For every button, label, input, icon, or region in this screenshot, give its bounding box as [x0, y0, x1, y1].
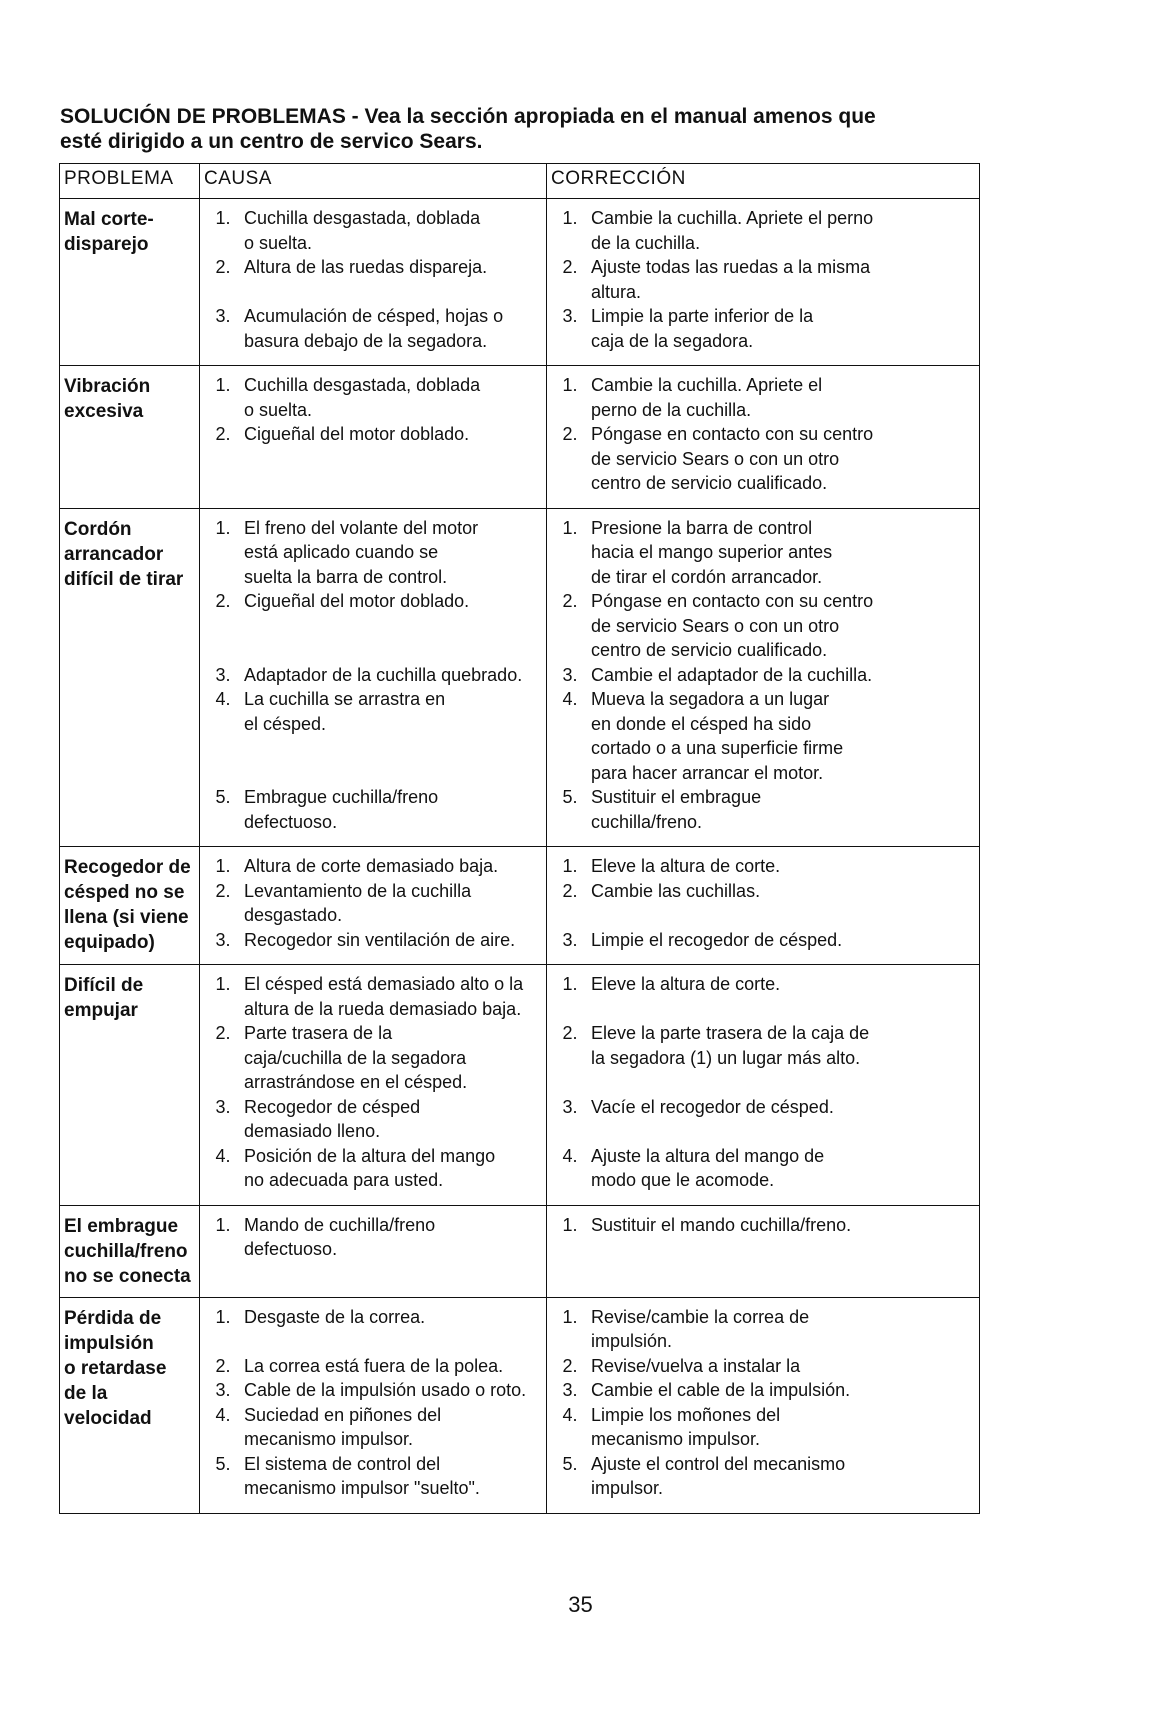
correction-item-text: Eleve la altura de corte.	[591, 856, 781, 876]
cause-item-number: 3.	[215, 1380, 231, 1400]
cause-item	[202, 373, 544, 422]
correction-item	[549, 687, 977, 785]
cause-item-text: Acumulación de césped, hojas o basura debajo de la segadora.	[244, 306, 504, 351]
cause-list	[202, 972, 544, 1193]
cause-item-number: 5.	[215, 1453, 231, 1474]
cause-list	[202, 1305, 544, 1501]
table-row	[60, 1297, 980, 1513]
correction-item-text: Póngase en contacto con su centro de servicio Sears o con un otro centro de servicio cualificado.	[591, 424, 874, 493]
cause-item-text: Cigueñal del motor doblado.	[244, 591, 470, 611]
cause-item-text: Cuchilla desgastada, doblada o suelta.	[244, 375, 481, 420]
cause-item	[202, 1354, 544, 1379]
correction-item	[549, 1213, 977, 1238]
correction-item-number: 1.	[562, 1214, 578, 1235]
cause-item-text: Embrague cuchilla/freno defectuoso.	[244, 787, 439, 832]
cause-item	[202, 1021, 544, 1095]
cause-item-text: Cigueñal del motor doblado.	[244, 424, 470, 444]
correction-item-number: 4.	[562, 1145, 578, 1166]
cause-item	[202, 206, 544, 255]
cause-item-text: Cuchilla desgastada, doblada o suelta.	[244, 208, 481, 253]
correction-item-text: Presione la barra de control hacia el mango superior antes de tirar el cordón arrancador.	[591, 517, 833, 587]
correction-item	[549, 1378, 977, 1403]
correction-item-number: 1.	[562, 856, 578, 876]
correction-item	[549, 1095, 977, 1144]
cause-item-text: Altura de corte demasiado baja.	[244, 856, 499, 876]
cause-item-number: 4.	[215, 1145, 231, 1166]
troubleshooting-table	[59, 163, 980, 1514]
problem-cell: Mal corte- disparejo	[60, 199, 200, 366]
correction-item-number: 2.	[562, 257, 578, 277]
correction-item-number: 1.	[562, 208, 578, 228]
correction-list	[549, 206, 977, 353]
title-line-2: esté dirigido a un centro de servico Sears.	[60, 130, 483, 153]
cause-item-number: 4.	[215, 1404, 231, 1425]
cause-item-text: Altura de las ruedas dispareja.	[244, 257, 488, 277]
cause-item-number: 1.	[215, 208, 231, 228]
correction-item	[549, 663, 977, 688]
cause-item	[202, 1095, 544, 1144]
cause-item-number: 1.	[215, 856, 231, 876]
cause-item-text: Cable de la impulsión usado o roto.	[244, 1380, 527, 1400]
cause-item	[202, 785, 544, 834]
correction-item	[549, 589, 977, 663]
correction-item-text: Ajuste la altura del mango de modo que le acomode.	[591, 1145, 825, 1190]
correction-item	[549, 1144, 977, 1193]
cause-item-text: El césped está demasiado alto o la altura de la rueda demasiado baja.	[244, 974, 524, 1019]
cause-item-text: El freno del volante del motor está aplicado cuando se suelta la barra de control.	[244, 517, 479, 587]
cause-item	[202, 516, 544, 590]
cause-item-number: 3.	[215, 306, 231, 326]
cause-item-text: Recogedor sin ventilación de aire.	[244, 929, 516, 950]
cause-list	[202, 373, 544, 447]
cause-item-number: 3.	[215, 1096, 231, 1117]
correction-item-text: Revise/vuelva a instalar la	[591, 1355, 801, 1376]
correction-item-number: 5.	[562, 1453, 578, 1474]
cause-item	[202, 255, 544, 304]
cause-item-number: 2.	[215, 424, 231, 444]
cause-item	[202, 422, 544, 447]
correction-item-text: Mueva la segadora a un lugar en donde el césped ha sido cortado o a una superficie firme para hacer arrancar el motor.	[591, 689, 844, 783]
table-row	[60, 847, 980, 965]
cause-item-text: Desgaste de la correa.	[244, 1306, 426, 1327]
cause-item-number: 2.	[215, 1023, 231, 1043]
cause-item-number: 3.	[215, 664, 231, 685]
correction-item-number: 2.	[562, 591, 578, 611]
table-row	[60, 199, 980, 366]
cause-item	[202, 663, 544, 688]
correction-item-text: Eleve la altura de corte.	[591, 974, 781, 994]
cause-item-text: Adaptador de la cuchilla quebrado.	[244, 664, 523, 685]
correction-cell	[547, 366, 980, 509]
correction-item	[549, 206, 977, 255]
problem-cell: Vibración excesiva	[60, 366, 200, 509]
correction-item-number: 2.	[562, 880, 578, 901]
cause-item	[202, 1213, 544, 1262]
cause-item	[202, 1378, 544, 1403]
cause-item-text: Suciedad en piñones del mecanismo impulsor.	[244, 1404, 442, 1449]
correction-item	[549, 255, 977, 304]
correction-item	[549, 785, 977, 834]
header-cause: CAUSA	[200, 164, 547, 199]
cause-item	[202, 972, 544, 1021]
correction-item-text: Cambie las cuchillas.	[591, 880, 761, 901]
correction-item-text: Ajuste el control del mecanismo impulsor.	[591, 1453, 846, 1498]
correction-item	[549, 373, 977, 422]
problem-cell: El embrague cuchilla/freno no se conecta	[60, 1205, 200, 1297]
correction-item-number: 1.	[562, 375, 578, 395]
cause-item-number: 1.	[215, 517, 231, 538]
correction-item	[549, 1452, 977, 1501]
cause-item-number: 4.	[215, 689, 231, 709]
correction-list	[549, 373, 977, 496]
table-body	[60, 199, 980, 1514]
correction-item	[549, 854, 977, 879]
cause-cell	[200, 965, 547, 1206]
cause-item-number: 2.	[215, 1355, 231, 1376]
correction-item-number: 3.	[562, 306, 578, 326]
problem-cell: Cordón arrancador difícil de tirar	[60, 508, 200, 847]
correction-item	[549, 516, 977, 590]
correction-item-text: Cambie la cuchilla. Apriete el perno de la cuchilla.	[591, 375, 823, 420]
page-number: 35	[568, 1592, 593, 1617]
correction-item-text: Sustituir el mando cuchilla/freno.	[591, 1214, 852, 1235]
cause-item-number: 2.	[215, 880, 231, 901]
correction-item	[549, 879, 977, 928]
correction-item-number: 2.	[562, 1355, 578, 1376]
cause-item	[202, 1403, 544, 1452]
correction-item-number: 3.	[562, 1380, 578, 1400]
table-row	[60, 965, 980, 1206]
correction-item-text: Limpie el recogedor de césped.	[591, 929, 843, 950]
correction-list	[549, 854, 977, 952]
cause-item	[202, 879, 544, 928]
correction-item-text: Ajuste todas las ruedas a la misma altura.	[591, 257, 871, 302]
header-correction: CORRECCIÓN	[547, 164, 980, 199]
correction-item-text: Limpie la parte inferior de la caja de la segadora.	[591, 306, 814, 351]
cause-item-text: Parte trasera de la caja/cuchilla de la segadora arrastrándose en el césped.	[244, 1023, 468, 1092]
cause-item	[202, 304, 544, 353]
correction-item-number: 1.	[562, 1306, 578, 1327]
cause-item-number: 1.	[215, 1306, 231, 1327]
correction-item	[549, 972, 977, 1021]
correction-item-text: Limpie los moñones del mecanismo impulsor.	[591, 1404, 781, 1449]
title-line-1: SOLUCIÓN DE PROBLEMAS - Vea la sección apropiada en el manual amenos que	[60, 105, 876, 128]
correction-list	[549, 1305, 977, 1501]
correction-item-number: 4.	[562, 1404, 578, 1425]
page-title	[60, 104, 1000, 154]
correction-item-text: Cambie el adaptador de la cuchilla.	[591, 664, 873, 685]
correction-item-text: Sustituir el embrague cuchilla/freno.	[591, 787, 762, 832]
correction-item-number: 5.	[562, 787, 578, 807]
correction-item-number: 2.	[562, 424, 578, 444]
cause-cell	[200, 1205, 547, 1297]
correction-cell	[547, 847, 980, 965]
problem-cell: Difícil de empujar	[60, 965, 200, 1206]
correction-list	[549, 972, 977, 1193]
cause-item-text: Levantamiento de la cuchilla desgastado.	[244, 880, 472, 925]
correction-item-text: Eleve la parte trasera de la caja de la segadora (1) un lugar más alto.	[591, 1023, 870, 1068]
table-header-row	[60, 164, 980, 199]
table-row	[60, 508, 980, 847]
cause-item-number: 1.	[215, 1214, 231, 1235]
cause-list	[202, 516, 544, 835]
cause-item	[202, 1305, 544, 1354]
correction-cell	[547, 965, 980, 1206]
correction-item	[549, 1305, 977, 1354]
correction-cell	[547, 199, 980, 366]
correction-item-number: 3.	[562, 1096, 578, 1117]
correction-item	[549, 304, 977, 353]
correction-item-text: Cambie la cuchilla. Apriete el perno de la cuchilla.	[591, 208, 874, 253]
cause-item	[202, 854, 544, 879]
correction-item-number: 4.	[562, 689, 578, 709]
cause-cell	[200, 847, 547, 965]
table-row	[60, 1205, 980, 1297]
problem-cell: Recogedor de césped no se llena (si viene equipado)	[60, 847, 200, 965]
cause-item	[202, 928, 544, 953]
correction-item	[549, 1021, 977, 1095]
correction-item	[549, 928, 977, 953]
cause-item-text: La correa está fuera de la polea.	[244, 1355, 504, 1376]
correction-item	[549, 1403, 977, 1452]
header-problem: PROBLEMA	[60, 164, 200, 199]
cause-item	[202, 687, 544, 785]
correction-item-number: 1.	[562, 517, 578, 538]
cause-item-number: 3.	[215, 929, 231, 950]
cause-item-text: Posición de la altura del mango no adecuada para usted.	[244, 1145, 496, 1190]
cause-cell	[200, 366, 547, 509]
cause-item-text: Recogedor de césped demasiado lleno.	[244, 1096, 421, 1141]
cause-item	[202, 1452, 544, 1501]
correction-cell	[547, 508, 980, 847]
cause-list	[202, 206, 544, 353]
correction-item	[549, 1354, 977, 1379]
cause-cell	[200, 508, 547, 847]
correction-item	[549, 422, 977, 496]
cause-item-number: 1.	[215, 375, 231, 395]
cause-item-text: El sistema de control del mecanismo impulsor "suelto".	[244, 1453, 480, 1498]
correction-item-text: Cambie el cable de la impulsión.	[591, 1380, 851, 1400]
cause-list	[202, 854, 544, 952]
cause-item-number: 1.	[215, 974, 231, 994]
cause-item-text: Mando de cuchilla/freno defectuoso.	[244, 1214, 436, 1259]
cause-cell	[200, 199, 547, 366]
cause-item-number: 2.	[215, 591, 231, 611]
correction-item-text: Vacíe el recogedor de césped.	[591, 1096, 834, 1117]
cause-item-text: La cuchilla se arrastra en el césped.	[244, 689, 446, 734]
problem-cell: Pérdida de impulsión o retardase de la velocidad	[60, 1297, 200, 1513]
correction-cell	[547, 1297, 980, 1513]
correction-item-text: Póngase en contacto con su centro de servicio Sears o con un otro centro de servicio cualificado.	[591, 591, 874, 660]
correction-item-number: 2.	[562, 1023, 578, 1043]
correction-item-number: 3.	[562, 929, 578, 950]
correction-list	[549, 1213, 977, 1238]
cause-list	[202, 1213, 544, 1262]
correction-cell	[547, 1205, 980, 1297]
correction-item-text: Revise/cambie la correa de impulsión.	[591, 1306, 810, 1351]
cause-item	[202, 1144, 544, 1193]
correction-item-number: 1.	[562, 974, 578, 994]
correction-list	[549, 516, 977, 835]
cause-item-number: 2.	[215, 257, 231, 277]
cause-item	[202, 589, 544, 663]
cause-item-number: 5.	[215, 787, 231, 807]
table-row	[60, 366, 980, 509]
cause-cell	[200, 1297, 547, 1513]
correction-item-number: 3.	[562, 664, 578, 685]
